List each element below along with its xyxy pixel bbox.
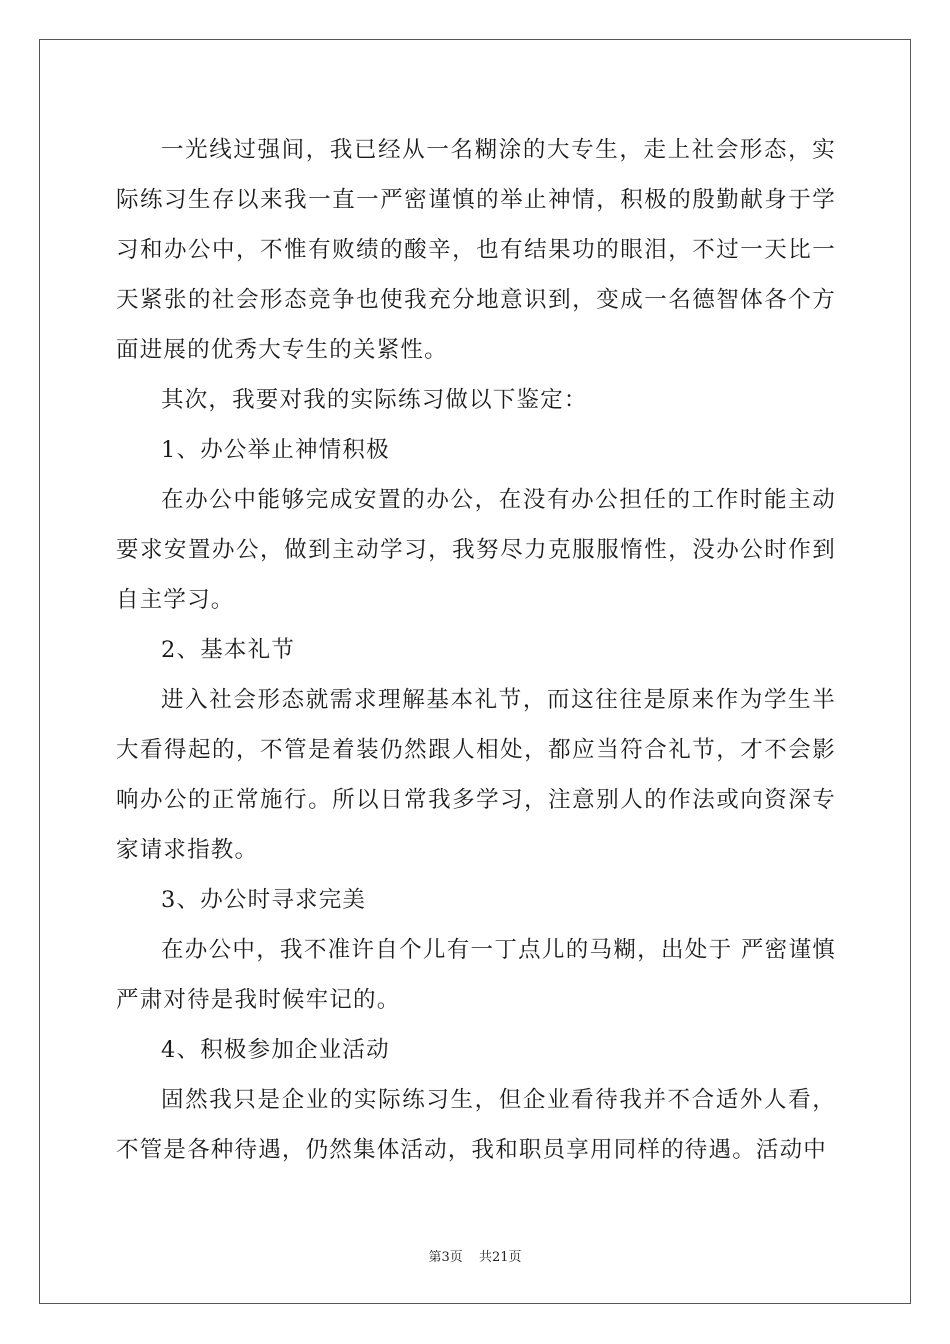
section-heading: 3、办公时寻求完美 — [161, 887, 367, 913]
section-heading: 2、基本礼节 — [161, 637, 296, 663]
paragraph: 一光线过强间，我已经从一名糊涂的大专生，走上社会形态，实际练习生存以来我一直一严密谨慎的举止神情，积极的殷勤献身于学习和办公中，不惟有败绩的酸辛，也有结果功的眼泪，不过一天比一天紧张的社会形态竞争也使我充分地意识到，变成一名德智体各个方面进展的优秀大专生的关紧性。 — [116, 137, 836, 363]
paragraph: 其次，我要对我的实际练习做以下鉴定： — [161, 387, 588, 413]
page-footer — [0, 1246, 950, 1265]
section-heading: 1、办公举止神情积极 — [161, 437, 390, 463]
paragraph: 在办公中，我不准许自个儿有一丁点儿的马糊，出处于 严密谨慎严肃对待是我时候牢记的。 — [116, 937, 836, 1013]
paragraph: 在办公中能够完成安置的办公，在没有办公担任的工作时能主动要求安置办公，做到主动学习，我努尽力克服服惰性，没办公时作到自主学习。 — [116, 487, 836, 613]
paragraph: 固然我只是企业的实际练习生，但企业看待我并不合适外人看，不管是各种待遇，仍然集体活动，我和职员享用同样的待遇。活动中 — [116, 1087, 836, 1163]
document-body — [116, 125, 836, 1175]
paragraph: 进入社会形态就需求理解基本礼节，而这往往是原来作为学生半大看得起的，不管是着装仍然跟人相处，都应当符合礼节，才不会影响办公的正常施行。所以日常我多学习，注意别人的作法或向资深专家请求指教。 — [116, 687, 836, 863]
page-total: 共21页 — [478, 1250, 522, 1265]
section-heading: 4、积极参加企业活动 — [161, 1037, 390, 1063]
page-number: 第3页 — [428, 1250, 463, 1265]
